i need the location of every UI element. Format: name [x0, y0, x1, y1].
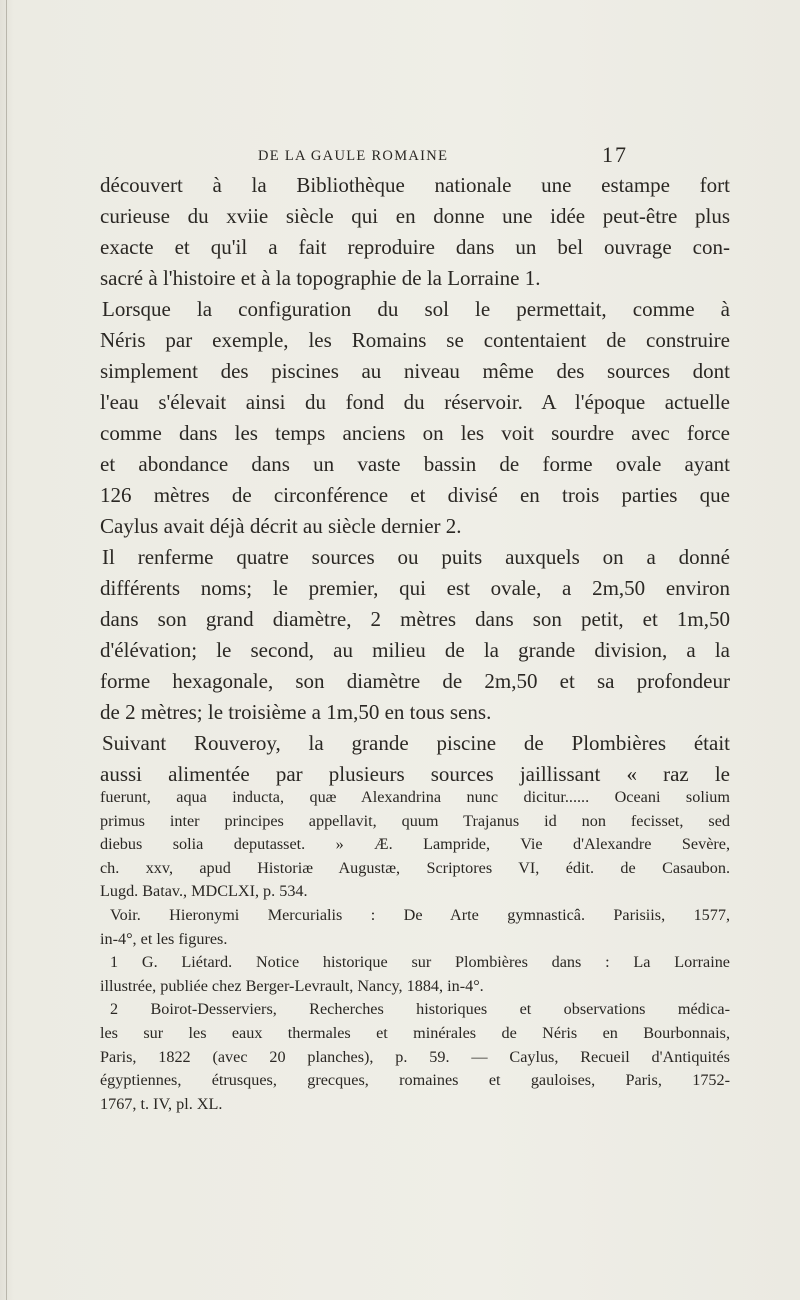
text-line: curieuse du xviie siècle qui en donne une idée peut-être plus	[100, 204, 730, 228]
footnote-line: in-4°, et les figures.	[100, 929, 228, 948]
text-line: et abondance dans un vaste bassin de forme ovale ayant	[100, 452, 730, 476]
text-line: simplement des piscines au niveau même des sources dont	[100, 359, 730, 383]
footnote-line: illustrée, publiée chez Berger-Levrault, Nancy, 1884, in-4°.	[100, 976, 484, 995]
footnote-line: Lugd. Batav., MDCLXI, p. 534.	[100, 882, 308, 901]
page-number: 17	[602, 142, 628, 167]
footnote-line: Voir. Hieronymi Mercurialis : De Arte gymnasticâ. Parisiis, 1577,	[110, 905, 730, 924]
text-line: Néris par exemple, les Romains se contentaient de construire	[100, 328, 730, 352]
text-line: d'élévation; le second, au milieu de la grande division, a la	[100, 638, 730, 662]
footnote-line: les sur les eaux thermales et minérales de Néris en Bourbonnais,	[100, 1023, 730, 1042]
text-line: sacré à l'histoire et à la topographie de la Lorraine 1.	[100, 266, 541, 290]
footnote-line: 1 G. Liétard. Notice historique sur Plombières dans : La Lorraine	[110, 953, 730, 972]
page-header	[258, 142, 628, 170]
text-line: découvert à la Bibliothèque nationale une estampe fort	[100, 173, 730, 197]
text-line: aussi alimentée par plusieurs sources jaillissant « raz le	[100, 762, 730, 786]
footnote-line: primus inter principes appellavit, quum Trajanus id non fecisset, sed	[100, 811, 730, 830]
footnote-line: Paris, 1822 (avec 20 planches), p. 59. — Caylus, Recueil d'Antiquités	[100, 1047, 730, 1066]
text-line: Suivant Rouveroy, la grande piscine de Plombières était	[102, 731, 730, 755]
text-line: Lorsque la configuration du sol le permettait, comme à	[102, 297, 730, 321]
text-line: forme hexagonale, son diamètre de 2m,50 et sa profondeur	[100, 669, 730, 693]
text-line: Caylus avait déjà décrit au siècle dernier 2.	[100, 514, 462, 538]
footnote-line: égyptiennes, étrusques, grecques, romaines et gauloises, Paris, 1752-	[100, 1071, 730, 1090]
text-line: différents noms; le premier, qui est ovale, a 2m,50 environ	[100, 576, 730, 600]
text-line: dans son grand diamètre, 2 mètres dans son petit, et 1m,50	[100, 607, 730, 631]
footnote-line: diebus solia deputasset. » Æ. Lampride, Vie d'Alexandre Sevère,	[100, 835, 730, 854]
text-line: exacte et qu'il a fait reproduire dans un bel ouvrage con-	[100, 235, 730, 259]
page-gutter-edge	[6, 0, 7, 1300]
footnote-line: ch. xxv, apud Historiæ Augustæ, Scriptores VI, édit. de Casaubon.	[100, 858, 730, 877]
footnote-line: fuerunt, aqua inducta, quæ Alexandrina nunc dicitur...... Oceani solium	[100, 788, 730, 806]
text-line: Il renferme quatre sources ou puits auxquels on a donné	[102, 545, 730, 569]
running-title: DE LA GAULE ROMAINE	[258, 148, 449, 164]
text-line: comme dans les temps anciens on les voit sourdre avec force	[100, 421, 730, 445]
text-line: l'eau s'élevait ainsi du fond du réservoir. A l'époque actuelle	[100, 390, 730, 414]
text-line: de 2 mètres; le troisième a 1m,50 en tous sens.	[100, 700, 492, 724]
footnotes	[100, 786, 730, 1116]
main-text	[100, 170, 730, 790]
footnote-line: 1767, t. IV, pl. XL.	[100, 1094, 223, 1113]
footnote-line: 2 Boirot-Desserviers, Recherches historiques et observations médica-	[110, 1000, 730, 1019]
text-line: 126 mètres de circonférence et divisé en trois parties que	[100, 483, 730, 507]
